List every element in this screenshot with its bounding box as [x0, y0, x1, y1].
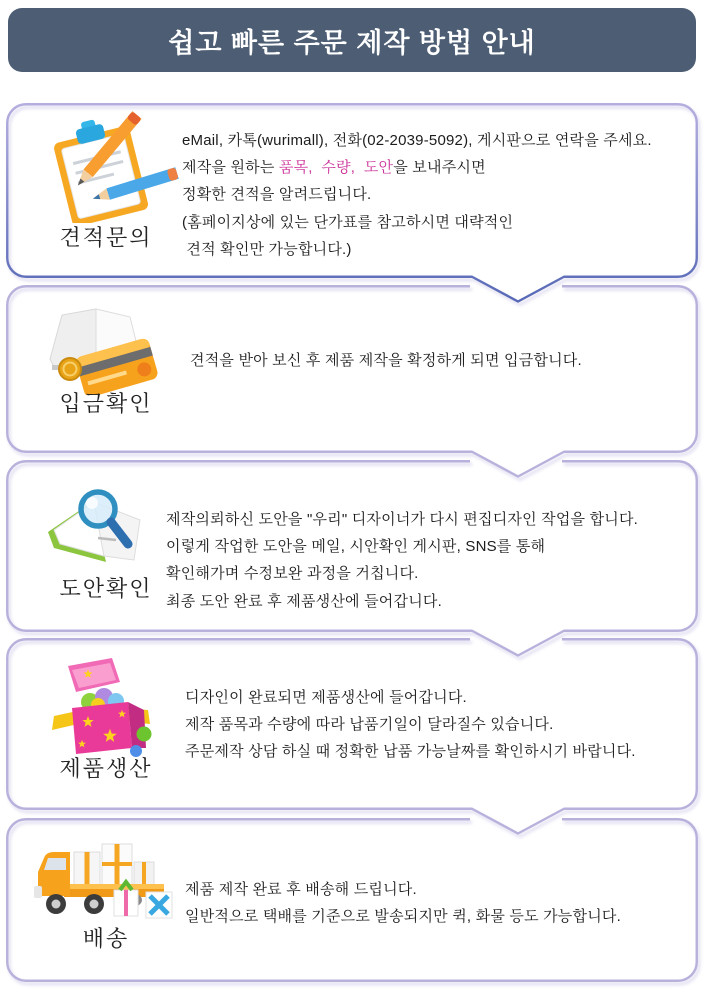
text-line: 확인해가며 수정보완 과정을 거칩니다.	[166, 565, 419, 583]
step-label: 도안확인	[59, 576, 153, 601]
text-line: 일반적으로 택배를 기준으로 발송되지만 퀵, 화물 등도 가능합니다.	[185, 908, 621, 926]
text-line-highlighted	[182, 154, 652, 181]
creditcard-payment-icon	[34, 303, 159, 400]
step-label: 견적문의	[59, 225, 153, 250]
text-line: 제작 품목과 수량에 따라 납품기일이 달라질수 있습니다.	[185, 716, 554, 734]
step-production	[6, 638, 698, 810]
text-line: (홈페이지상에 있는 단가표를 참고하시면 대략적인	[182, 213, 514, 231]
highlight-segment: 품목, 수량, 도안	[278, 159, 394, 177]
step-description	[190, 347, 582, 374]
step-description	[185, 684, 636, 766]
text-line: eMail, 카톡(wurimall), 전화(02-2039-5092), 게시판으로 연락을 주세요.	[182, 132, 652, 149]
book-magnifier-icon	[42, 482, 157, 582]
step-design-confirmation	[6, 460, 698, 632]
text-line: 디자인이 완료되면 제품생산에 들어갑니다.	[185, 689, 467, 706]
text-line: 이렇게 작업한 도안을 메일, 시안확인 게시판, SNS를 통해	[166, 538, 546, 556]
clipboard-pencils-icon	[32, 111, 182, 228]
step-label: 배송	[82, 926, 130, 951]
text-line: 정확한 견적을 알려드립니다.	[182, 186, 372, 204]
text-line: 최종 도안 완료 후 제품생산에 들어갑니다.	[166, 592, 442, 610]
text-segment: 을 보내주시면	[393, 159, 486, 177]
text-line: 견적 확인만 가능합니다.)	[182, 240, 352, 258]
page-header	[8, 8, 696, 72]
page-title: 쉽고 빠른 주문 제작 방법 안내	[168, 27, 536, 58]
text-line: 제작의뢰하신 도안을 "우리" 디자이너가 다시 편집디자인 작업을 합니다.	[166, 511, 639, 528]
step-description	[185, 876, 621, 930]
step-label: 입금확인	[59, 391, 153, 416]
text-line: 견적을 받아 보신 후 제품 제작을 확정하게 되면 입금합니다.	[190, 352, 582, 369]
step-description	[166, 506, 638, 615]
step-label: 제품생산	[59, 756, 153, 781]
text-line: 주문제작 상담 하실 때 정확한 납품 가능날짜를 확인하시기 바랍니다.	[185, 743, 636, 761]
step-quote-inquiry	[6, 103, 698, 278]
step-description	[182, 127, 652, 263]
text-segment: 제작을 원하는	[182, 159, 279, 177]
text-line: 제품 제작 완료 후 배송해 드립니다.	[185, 881, 417, 898]
step-payment-confirmation	[6, 285, 698, 453]
step-shipping	[6, 818, 698, 982]
